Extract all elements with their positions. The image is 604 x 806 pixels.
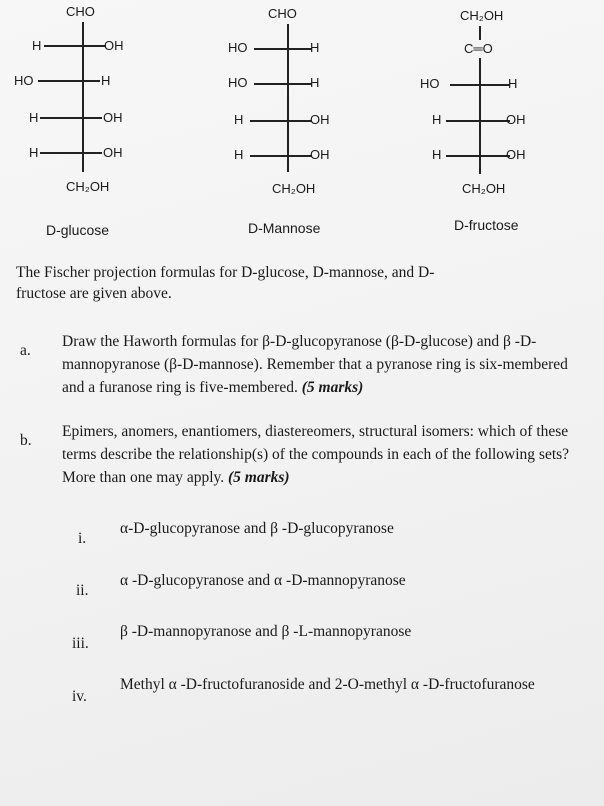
left-group: HO (420, 76, 440, 91)
set-text: Methyl α -D-fructofuranoside and 2-O-methyl α -D-fructofuranose (120, 676, 535, 693)
left-group: H (32, 38, 42, 53)
marks-label: (5 marks) (301, 379, 364, 396)
right-group: H (101, 73, 111, 88)
right-group: OH (506, 147, 526, 162)
fischer-d-fructose (410, 0, 580, 250)
right-group: OH (310, 112, 330, 127)
left-group: H (234, 112, 244, 127)
right-group: OH (104, 38, 124, 53)
left-group: HO (228, 75, 248, 90)
carbonyl-group: C═O (464, 41, 493, 56)
structure-caption: D-fructose (454, 217, 519, 233)
top-group: CHO (268, 6, 297, 21)
set-text: β -D-mannopyranose and β -L-mannopyranose (120, 623, 412, 640)
left-group: H (29, 145, 39, 160)
right-group: OH (103, 145, 123, 160)
set-number: iii. (72, 635, 89, 652)
right-group: OH (310, 147, 330, 162)
fischer-d-glucose (0, 0, 150, 250)
set-text: α -D-glucopyranose and α -D-mannopyranose (120, 572, 406, 589)
right-group: OH (103, 110, 123, 125)
left-group: H (432, 112, 442, 127)
top-group: CH₂OH (460, 8, 504, 23)
question-text: Epimers, anomers, enantiomers, diastereomers, structural isomers: which of these terms describe the relationship(s) of the compounds in each of the following sets? More than one may apply. (62, 423, 570, 486)
question-a-text (62, 330, 592, 399)
set-number: i. (78, 530, 87, 547)
right-group: OH (506, 112, 526, 127)
left-group: H (29, 110, 39, 125)
question-text: Draw the Haworth formulas for β-D-glucopyranose (β-D-glucose) and β -D-mannopyranose (β-D-mannose). Remember that a pyranose ring is six-membered and a furanose ring is five-membered. (62, 333, 568, 396)
set-number: ii. (76, 582, 89, 599)
question-letter: b. (20, 432, 32, 449)
marks-label: (5 marks) (228, 469, 290, 486)
right-group: H (508, 76, 518, 91)
intro-paragraph: The Fischer projection formulas for D-glucose, D-mannose, and D-fructose are given above. (16, 264, 435, 302)
right-group: H (310, 75, 320, 90)
bottom-group: CH₂OH (462, 181, 506, 196)
top-group: CHO (66, 4, 95, 19)
left-group: H (432, 147, 442, 162)
left-group: H (234, 147, 244, 162)
question-letter: a. (20, 342, 31, 359)
question-b-text (62, 420, 592, 489)
left-group: HO (14, 73, 34, 88)
structure-caption: D-Mannose (248, 220, 321, 236)
fischer-d-mannose (210, 0, 360, 250)
set-number: iv. (72, 688, 87, 705)
set-text: α-D-glucopyranose and β -D-glucopyranose (120, 520, 394, 537)
bottom-group: CH₂OH (272, 181, 316, 196)
right-group: H (310, 40, 320, 55)
bottom-group: CH₂OH (66, 179, 110, 194)
left-group: HO (228, 40, 248, 55)
structure-caption: D-glucose (46, 222, 110, 238)
